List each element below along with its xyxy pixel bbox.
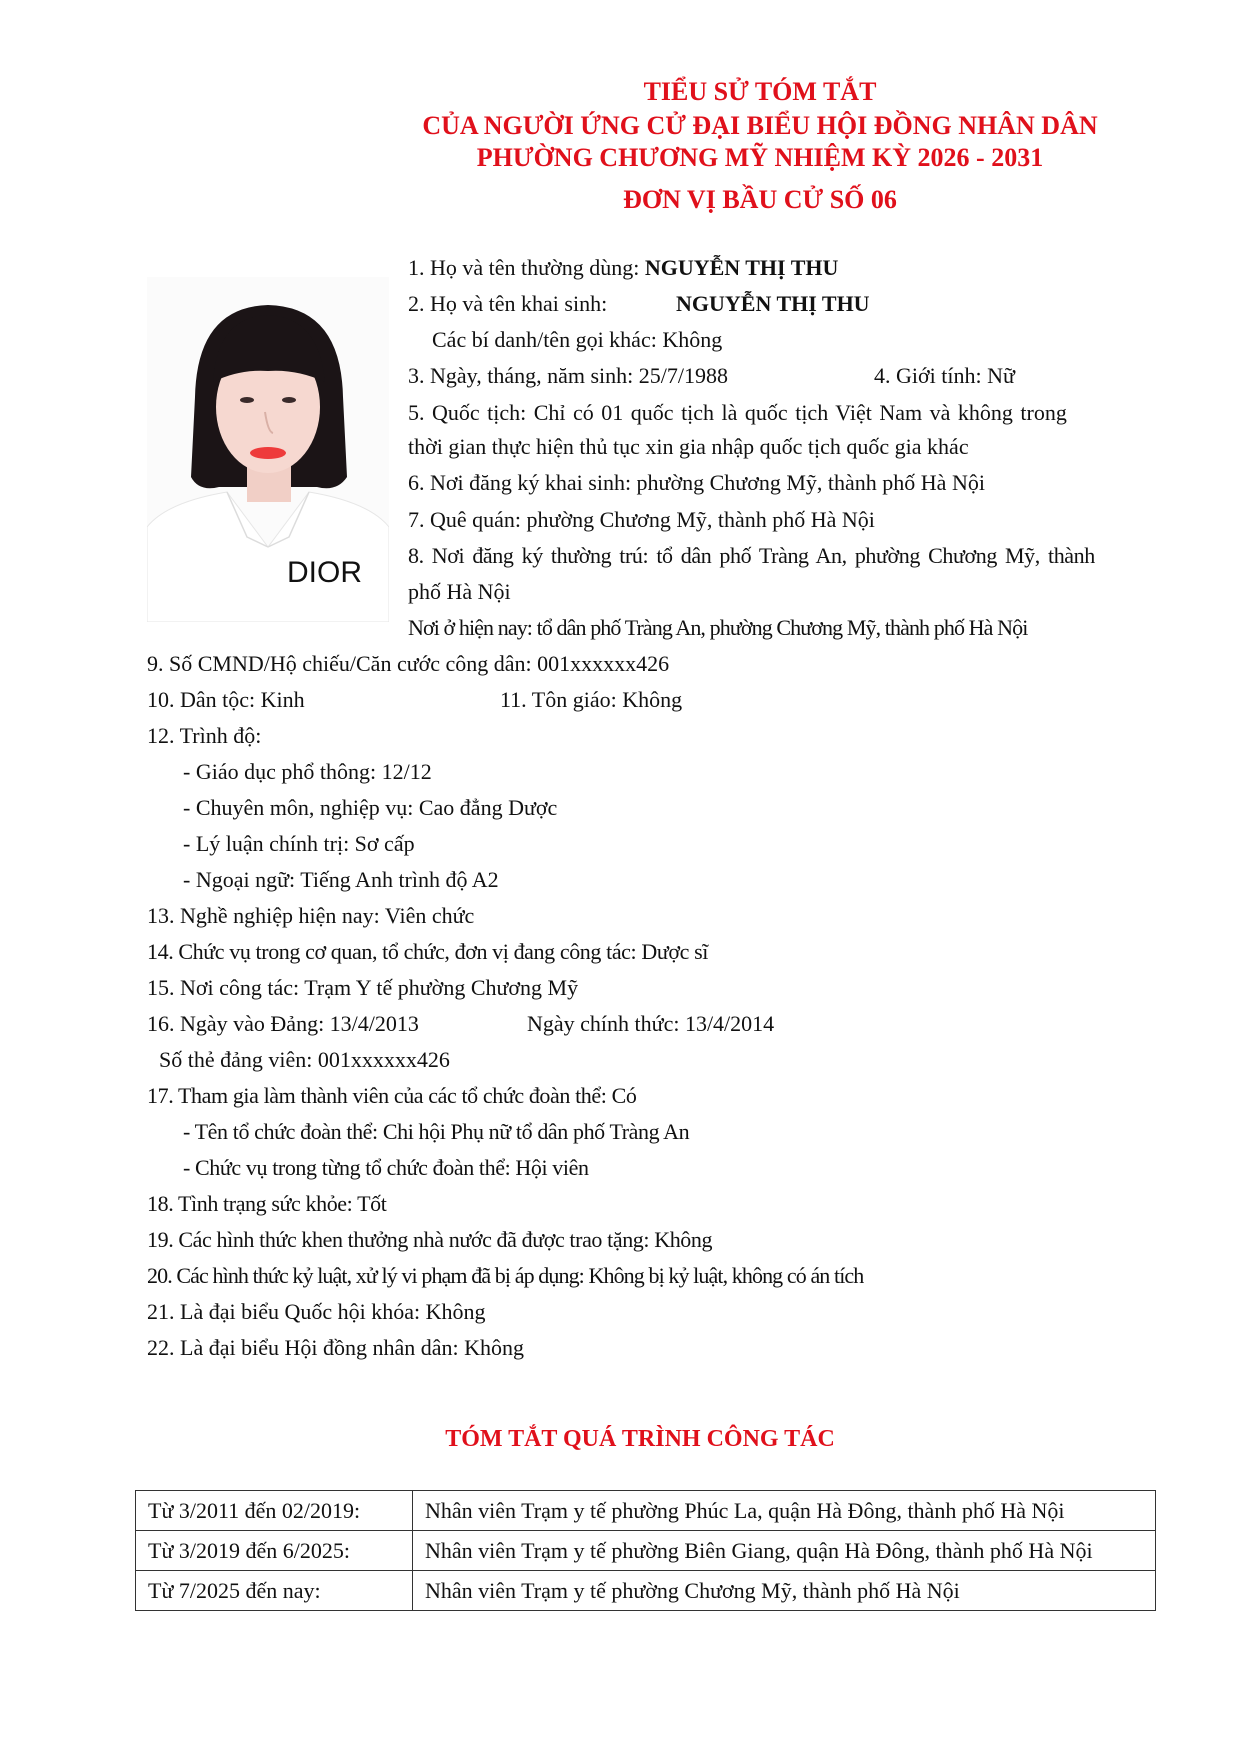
period-cell: Từ 3/2011 đến 02/2019: xyxy=(136,1491,413,1531)
field-birth-registration: 6. Nơi đăng ký khai sinh: phường Chương Mỹ, thành phố Hà Nội xyxy=(408,470,985,495)
field-organization-name: - Tên tổ chức đoàn thể: Chi hội Phụ nữ tổ dân phố Tràng An xyxy=(183,1119,690,1144)
field-id-number: 9. Số CMND/Hộ chiếu/Căn cước công dân: 001xxxxxx426 xyxy=(147,651,670,676)
field-gender: 4. Giới tính: Nữ xyxy=(874,363,1015,388)
field-occupation: 13. Nghề nghiệp hiện nay: Viên chức xyxy=(147,903,475,928)
field-party-card-number: Số thẻ đảng viên: 001xxxxxx426 xyxy=(159,1047,450,1072)
field-common-name: 1. Họ và tên thường dùng: NGUYỄN THỊ THU xyxy=(408,255,839,280)
field-position: 14. Chức vụ trong cơ quan, tổ chức, đơn vị đang công tác: Dược sĩ xyxy=(147,939,708,964)
electoral-unit-title: ĐƠN VỊ BẦU CỬ SỐ 06 xyxy=(623,185,897,214)
table-row xyxy=(136,1531,1156,1571)
work-history-table xyxy=(135,1490,1156,1611)
field-general-education: - Giáo dục phổ thông: 12/12 xyxy=(183,759,432,784)
field-foreign-language: - Ngoại ngữ: Tiếng Anh trình độ A2 xyxy=(183,867,499,892)
field-workplace: 15. Nơi công tác: Trạm Y tế phường Chương Mỹ xyxy=(147,975,579,1000)
work-history-title: TÓM TẮT QUÁ TRÌNH CÔNG TÁC xyxy=(445,1426,835,1452)
birth-name-value: NGUYỄN THỊ THU xyxy=(676,291,870,316)
document-subtitle-ward: PHƯỜNG CHƯƠNG MỸ NHIỆM KỲ 2026 - 2031 xyxy=(476,143,1044,172)
field-aliases: Các bí danh/tên gọi khác: Không xyxy=(432,327,723,352)
field-date-of-birth: 3. Ngày, tháng, năm sinh: 25/7/1988 xyxy=(408,363,728,388)
common-name-value: NGUYỄN THỊ THU xyxy=(644,255,839,280)
field-permanent-residence-line1: 8. Nơi đăng ký thường trú: tổ dân phố Tràng An, phường Chương Mỹ, thành xyxy=(408,543,1095,568)
field-discipline: 20. Các hình thức kỷ luật, xử lý vi phạm đã bị áp dụng: Không bị kỷ luật, không có án tích xyxy=(147,1263,864,1288)
document-subtitle: CỦA NGƯỜI ỨNG CỬ ĐẠI BIỂU HỘI ĐỒNG NHÂN DÂN xyxy=(422,111,1098,140)
period-cell: Từ 7/2025 đến nay: xyxy=(136,1571,413,1611)
field-birth-name: 2. Họ và tên khai sinh: xyxy=(408,291,608,316)
field-peoples-council-deputy: 22. Là đại biểu Hội đồng nhân dân: Không xyxy=(147,1335,524,1360)
field-organization-membership: 17. Tham gia làm thành viên của các tổ chức đoàn thể: Có xyxy=(147,1083,637,1108)
field-religion: 11. Tôn giáo: Không xyxy=(500,687,683,712)
field-awards: 19. Các hình thức khen thưởng nhà nước đã được trao tặng: Không xyxy=(147,1227,713,1252)
field-political-theory: - Lý luận chính trị: Sơ cấp xyxy=(183,831,415,856)
candidate-photo xyxy=(147,277,389,622)
field-hometown: 7. Quê quán: phường Chương Mỹ, thành phố Hà Nội xyxy=(408,507,875,532)
portrait-image xyxy=(147,277,389,622)
table-row xyxy=(136,1571,1156,1611)
field-education-level: 12. Trình độ: xyxy=(147,723,262,748)
field-professional-qualification: - Chuyên môn, nghiệp vụ: Cao đẳng Dược xyxy=(183,795,558,820)
description-cell: Nhân viên Trạm y tế phường Biên Giang, quận Hà Đông, thành phố Hà Nội xyxy=(413,1531,1156,1571)
field-party-admission-date: 16. Ngày vào Đảng: 13/4/2013 xyxy=(147,1011,419,1036)
period-cell: Từ 3/2019 đến 6/2025: xyxy=(136,1531,413,1571)
field-permanent-residence-line2: phố Hà Nội xyxy=(408,579,511,604)
shirt-logo-text: DIOR xyxy=(287,556,362,589)
field-organization-role: - Chức vụ trong từng tổ chức đoàn thể: Hội viên xyxy=(183,1155,589,1180)
field-health-status: 18. Tình trạng sức khỏe: Tốt xyxy=(147,1191,387,1216)
description-cell: Nhân viên Trạm y tế phường Chương Mỹ, thành phố Hà Nội xyxy=(413,1571,1156,1611)
field-ethnicity: 10. Dân tộc: Kinh xyxy=(147,687,305,712)
field-nationality-line1: 5. Quốc tịch: Chỉ có 01 quốc tịch là quốc tịch Việt Nam và không trong xyxy=(408,400,1067,425)
field-current-residence: Nơi ở hiện nay: tổ dân phố Tràng An, phường Chương Mỹ, thành phố Hà Nội xyxy=(408,615,1028,640)
field-national-assembly-deputy: 21. Là đại biểu Quốc hội khóa: Không xyxy=(147,1299,486,1324)
document-title: TIỂU SỬ TÓM TẮT xyxy=(643,77,877,106)
table-row xyxy=(136,1491,1156,1531)
description-cell: Nhân viên Trạm y tế phường Phúc La, quận Hà Đông, thành phố Hà Nội xyxy=(413,1491,1156,1531)
field-nationality-line2: thời gian thực hiện thủ tục xin gia nhập quốc tịch quốc gia khác xyxy=(408,434,969,459)
field-party-official-date: Ngày chính thức: 13/4/2014 xyxy=(527,1011,775,1036)
